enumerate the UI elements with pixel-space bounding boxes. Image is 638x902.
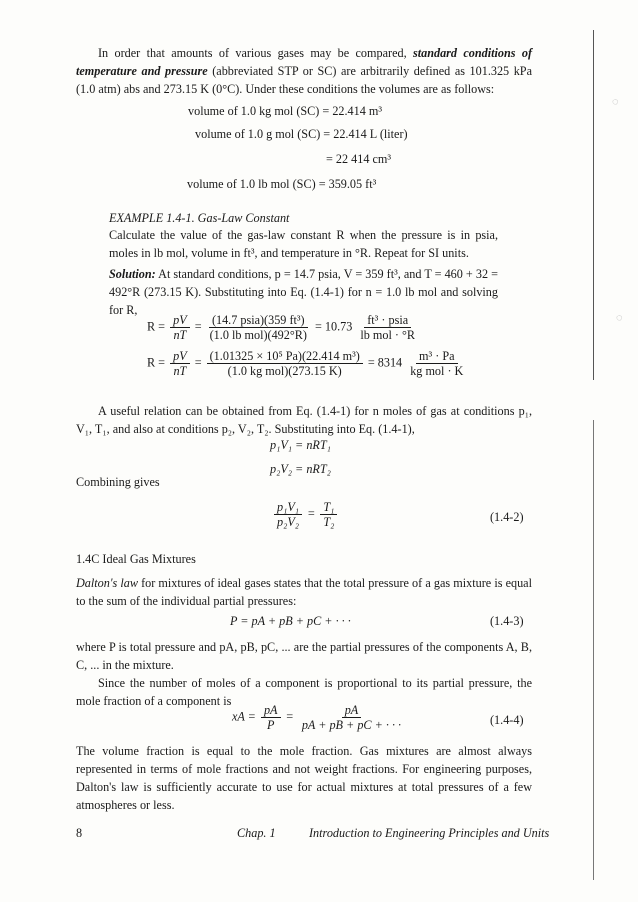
solution-label: Solution:	[109, 267, 156, 281]
stp-paragraph	[76, 44, 532, 98]
volume-line: volume of 1.0 lb mol (SC) = 359.05 ft³	[187, 177, 377, 191]
stp-text-post: (abbreviated STP or SC) are arbitrarily defined as 101.325 kPa (1.0 atm) abs and 273.15 K (0°C). Under these conditions the volumes are as follows:	[76, 64, 532, 96]
equation-label: (1.4-3)	[490, 614, 524, 628]
equation-state-2: p₂V₂ = nRT₂	[270, 462, 331, 476]
stp-term: standard conditions of temperature and pressure	[76, 46, 532, 78]
example-title: EXAMPLE 1.4-1. Gas-Law Constant	[109, 211, 290, 225]
scan-margin-line	[593, 30, 594, 380]
equation-label: (1.4-4)	[490, 713, 524, 727]
solution-text: At standard conditions, p = 14.7 psia, V = 359 ft³, and T = 460 + 32 = 492°R (273.15 K). Substituting into Eq. (1.4-1) for n = 1.0 lb mol and solving for R,	[109, 267, 498, 317]
equation-1-4-4: xA = $\frac{pA}{P}$ = $\frac{pA}{pA + pB + pC + \cdot \cdot \cdot}$	[232, 703, 402, 732]
equation-label: (1.4-2)	[490, 510, 524, 524]
dalton-paragraph	[76, 574, 532, 610]
chapter-label: Chap. 1	[237, 826, 276, 840]
example-body: Calculate the value of the gas-law constant R when the pressure is in psia, moles in lb mol, volume in ft³, and temperature in °R. Repeat for SI units.	[109, 228, 498, 260]
scan-margin-line	[593, 420, 594, 880]
since-paragraph: Since the number of moles of a component is proportional to its partial pressure, the mole fraction of a component is	[76, 676, 532, 708]
scan-speck: ◌	[612, 96, 619, 108]
dalton-text: for mixtures of ideal gases states that the total pressure of a gas mixture is equal to the sum of the individual partial pressures:	[76, 576, 532, 608]
dalton-term: Dalton's law	[76, 576, 138, 590]
equation-r-psia: R = $\frac{pV}{nT}$ = $\frac{\text{(14.7 psia)(359 ft³)}}{\text{(1.0 lb mol)(492°R)}}$ = 10.73 $\frac{\text{ft³ · psia}}{\text{lb mol · °R}}$	[147, 313, 416, 342]
equation-1-4-2: $\frac{\text{p₁V₁}}{\text{p₂V₂}}$ = $\frac{\text{T₁}}{\text{T₂}}$	[272, 500, 339, 529]
scan-speck: ◌	[616, 312, 623, 324]
combining-text: Combining gives	[76, 475, 160, 489]
equation-1-4-3: P = pA + pB + pC + · · ·	[230, 614, 351, 628]
equation-r-si: R = $\frac{pV}{nT}$ = $\frac{\text{(1.01325 × 10⁵ Pa)(22.414 m³)}}{\text{(1.0 kg mol)(273.15 K)}}$ = 8314 $\frac{\text{m³ · Pa}}{\text{kg mol · K}}$	[147, 349, 464, 378]
equation-state-1: p₁V₁ = nRT₁	[270, 438, 331, 452]
page-number: 8	[76, 826, 83, 840]
where-paragraph: where P is total pressure and pA, pB, pC, ... are the partial pressures of the components A, B, C, ... in the mixture.	[76, 640, 532, 672]
stp-text-pre: In order that amounts of various gases may be compared,	[98, 46, 413, 60]
volume-line: volume of 1.0 g mol (SC) = 22.414 L (liter)	[195, 127, 408, 141]
example-solution	[109, 265, 498, 319]
chapter-title: Introduction to Engineering Principles and Units	[309, 826, 550, 840]
volume-line: = 22 414 cm³	[326, 152, 392, 166]
useful-paragraph: A useful relation can be obtained from Eq. (1.4-1) for n moles of gas at conditions p₁, V₁, T₁, and also at conditions p₂, V₂, T₂. Substituting into Eq. (1.4-1),	[76, 404, 532, 436]
volume-line: volume of 1.0 kg mol (SC) = 22.414 m³	[188, 104, 383, 118]
volume-fraction-paragraph: The volume fraction is equal to the mole fraction. Gas mixtures are almost always represented in terms of mole fractions and not weight fractions. For engineering purposes, Dalton's law is sufficiently accurate to use for actual mixtures at total pressures of a few atmospheres or less.	[76, 744, 532, 812]
section-heading: 1.4C Ideal Gas Mixtures	[76, 552, 196, 566]
